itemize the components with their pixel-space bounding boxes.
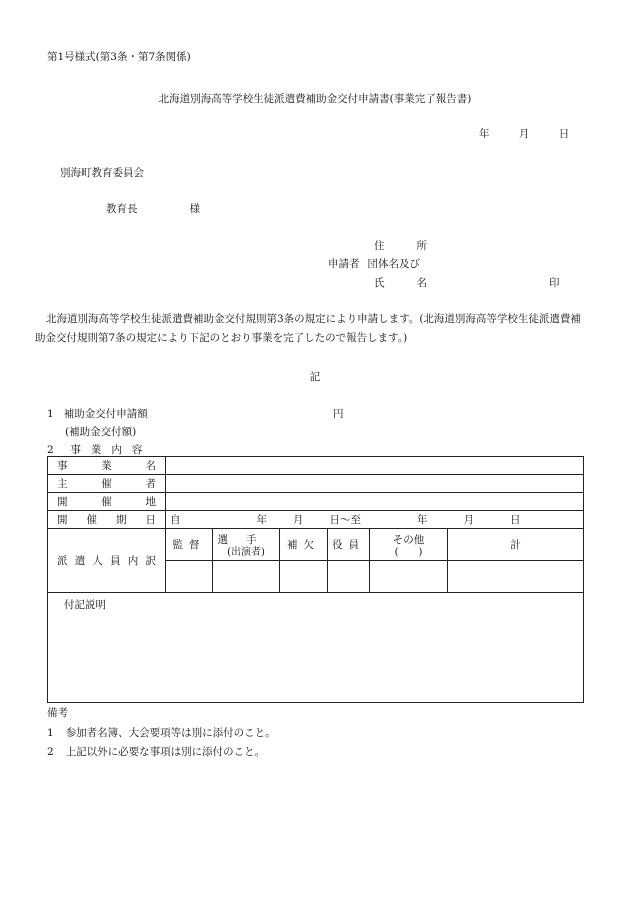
row-venue — [48, 493, 584, 511]
item-subsidy-amount: 1 補助金交付申請額 円 — [47, 408, 344, 420]
notes-field[interactable] — [48, 593, 584, 703]
applicant-label: 申請者 — [328, 258, 360, 270]
row-event-name — [48, 457, 584, 475]
yen-unit: 円 — [333, 408, 344, 420]
addressee-title: 教育長 — [106, 203, 138, 215]
date-year-label: 年 — [479, 128, 490, 140]
organizer-label: 主催者 — [48, 475, 166, 493]
group-label: 団体名及び — [367, 258, 420, 270]
col-supervisor: 監督 — [166, 529, 213, 561]
addressee-honorific: 様 — [189, 203, 200, 215]
other-count-field[interactable] — [370, 561, 448, 593]
event-details-table — [47, 456, 584, 703]
addressee-line — [106, 201, 200, 216]
item-event-content: 2 事 業 内 容 — [47, 444, 143, 456]
col-officer: 役員 — [328, 529, 370, 561]
event-name-label: 事業名 — [48, 457, 166, 475]
seal-mark: 印 — [549, 277, 560, 289]
addressee-organization: 別海町教育委員会 — [60, 167, 144, 179]
officer-count-field[interactable] — [328, 561, 370, 593]
row-notes — [48, 593, 584, 703]
reserve-count-field[interactable] — [280, 561, 328, 593]
date-line — [479, 126, 569, 141]
date-day-label: 日 — [558, 128, 570, 140]
remark-item: 2 上記以外に必要な事項は別に添付のこと。 — [47, 746, 266, 758]
col-player: 選手 (出演者) — [213, 529, 280, 561]
row-breakdown-header — [48, 529, 584, 561]
row-organizer — [48, 475, 584, 493]
event-name-field[interactable] — [166, 457, 584, 475]
breakdown-label: 派遣人員内訳 — [48, 529, 166, 593]
player-count-field[interactable] — [213, 561, 280, 593]
form-number: 第1号様式(第3条・第7条関係) — [47, 51, 191, 63]
col-reserve: 補欠 — [280, 529, 328, 561]
row-period — [48, 511, 584, 529]
document-title: 北海道別海高等学校生徒派遣費補助金交付申請書(事業完了報告書) — [158, 93, 472, 105]
address-label: 住 所 — [374, 240, 427, 252]
remarks-label: 備考 — [47, 707, 68, 719]
name-label: 氏 名 — [374, 277, 427, 289]
date-month-label: 月 — [518, 128, 530, 140]
organizer-field[interactable] — [166, 475, 584, 493]
col-other: その他 ( ) — [370, 529, 448, 561]
period-label: 開催期日 — [48, 511, 166, 529]
applicant-line — [328, 256, 420, 271]
supervisor-count-field[interactable] — [166, 561, 213, 593]
item-subsidy-sublabel: (補助金交付額) — [65, 426, 137, 438]
period-field[interactable]: 自 年 月 日～至 年 月 日 — [166, 511, 584, 529]
total-count-field[interactable] — [448, 561, 584, 593]
col-total: 計 — [448, 529, 584, 561]
ki-heading: 記 — [309, 371, 321, 383]
venue-field[interactable] — [166, 493, 584, 511]
remark-item: 1 参加者名簿、大会要項等は別に添付のこと。 — [47, 727, 276, 739]
application-statement: 北海道別海高等学校生徒派遣費補助金交付規則第3条の規定により申請します。(北海道別海高等学校生徒派遣費補助金交付規則第7条の規定により下記のとおり事業を完了したので報告します。) — [35, 313, 581, 344]
notes-label: 付記説明 — [64, 599, 106, 611]
venue-label: 開催地 — [48, 493, 166, 511]
